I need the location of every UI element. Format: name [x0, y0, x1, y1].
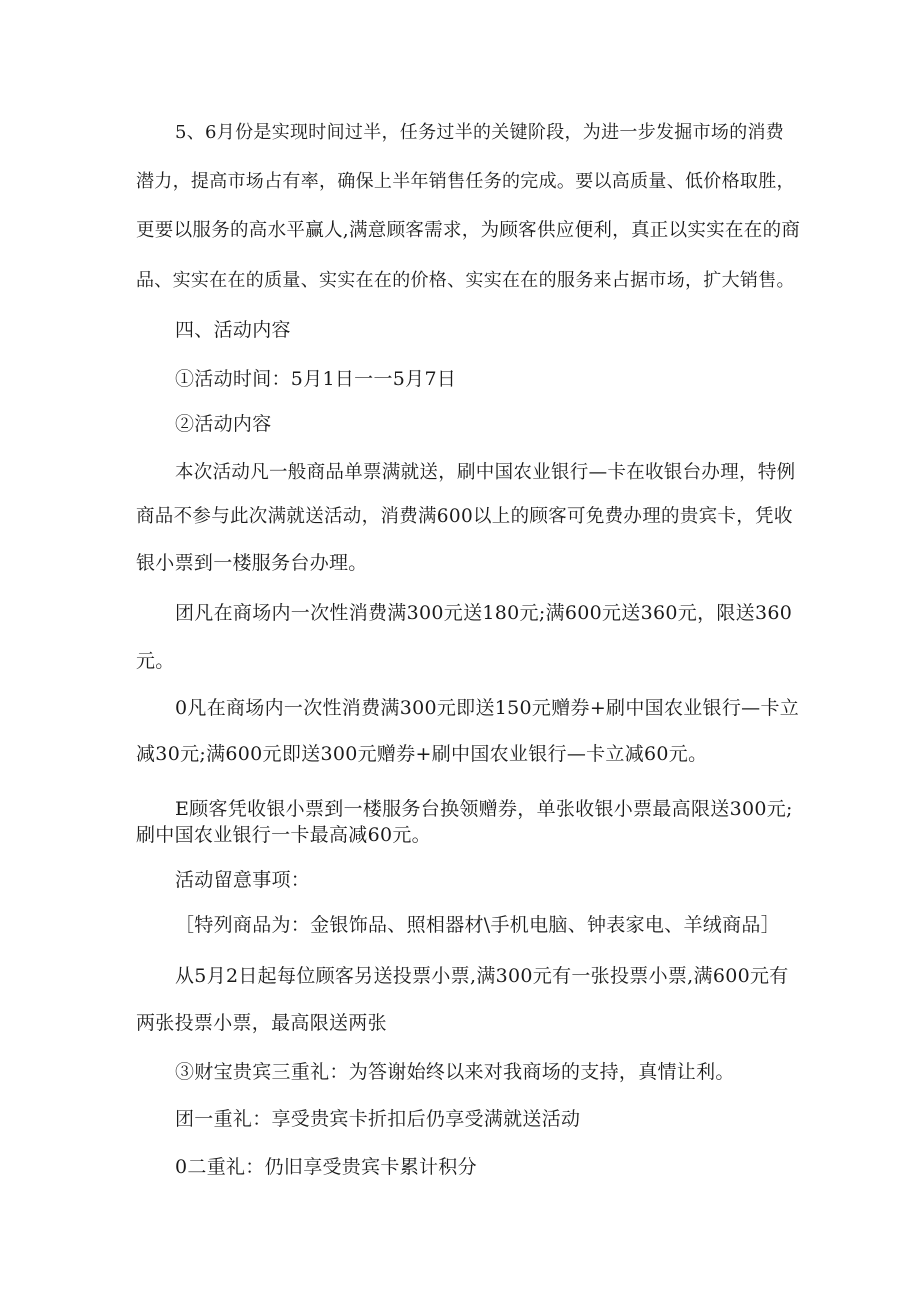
section-heading: 四、活动内容 [175, 319, 291, 341]
text-line: 从5月2日起每位顾客另送投票小票,满300元有一张投票小票,满600元有 [175, 965, 789, 987]
text-line: 0二重礼：仍旧享受贵宾卡累计积分 [175, 1156, 477, 1178]
text-line: 潜力，提高市场占有率，确保上半年销售任务的完成。要以高质量、低价格取胜， [136, 171, 795, 192]
text-line: E顾客凭收银小票到一楼服务台换领赠券，单张收银小票最高限送300元; [175, 798, 793, 820]
text-line: 更要以服务的高水平赢人,满意顾客需求，为顾客供应便利，真正以实实在在的商 [136, 220, 801, 241]
text-line: 本次活动凡一般商品单票满就送，刷中国农业银行—卡在收银台办理，特例 [175, 462, 796, 483]
text-line: 商品不参与此次满就送活动，消费满600以上的顾客可免费办理的贵宾卡，凭收 [136, 506, 793, 527]
text-line: 两张投票小票，最高限送两张 [136, 1012, 387, 1034]
text-line: 品、实实在在的质量、实实在在的价格、实实在在的服务来占据市场，扩大销售。 [136, 270, 795, 291]
subsection-heading: ②活动内容 [175, 413, 272, 435]
text-line: 刷中国农业银行一卡最高减60元。 [136, 824, 431, 846]
text-line: 0凡在商场内一次性消费满300元即送150元赠券+刷中国农业银行—卡立 [175, 697, 800, 719]
text-line: ③财宝贵宾三重礼：为答谢始终以来对我商场的支持，真情让利。 [175, 1061, 735, 1083]
text-line: ①活动时间：5月1日一一5月7日 [175, 368, 457, 390]
text-line: 活动留意事项： [175, 869, 311, 891]
text-line: 元。 [136, 650, 175, 672]
text-line: ［特列商品为：金银饰品、照相器材\手机电脑、钟表家电、羊绒商品］ [175, 914, 781, 936]
text-line: 5、6月份是实现时间过半，任务过半的关键阶段，为进一步发掘市场的消费 [175, 122, 785, 143]
text-line: 团一重礼：享受贵宾卡折扣后仍享受满就送活动 [175, 1108, 581, 1130]
text-line: 减30元;满600元即送300元赠券+刷中国农业银行—卡立减60元。 [136, 743, 708, 765]
text-line: 团凡在商场内一次性消费满300元送180元;满600元送360元，限送360 [175, 602, 793, 624]
text-line: 银小票到一楼服务台办理。 [136, 552, 368, 574]
